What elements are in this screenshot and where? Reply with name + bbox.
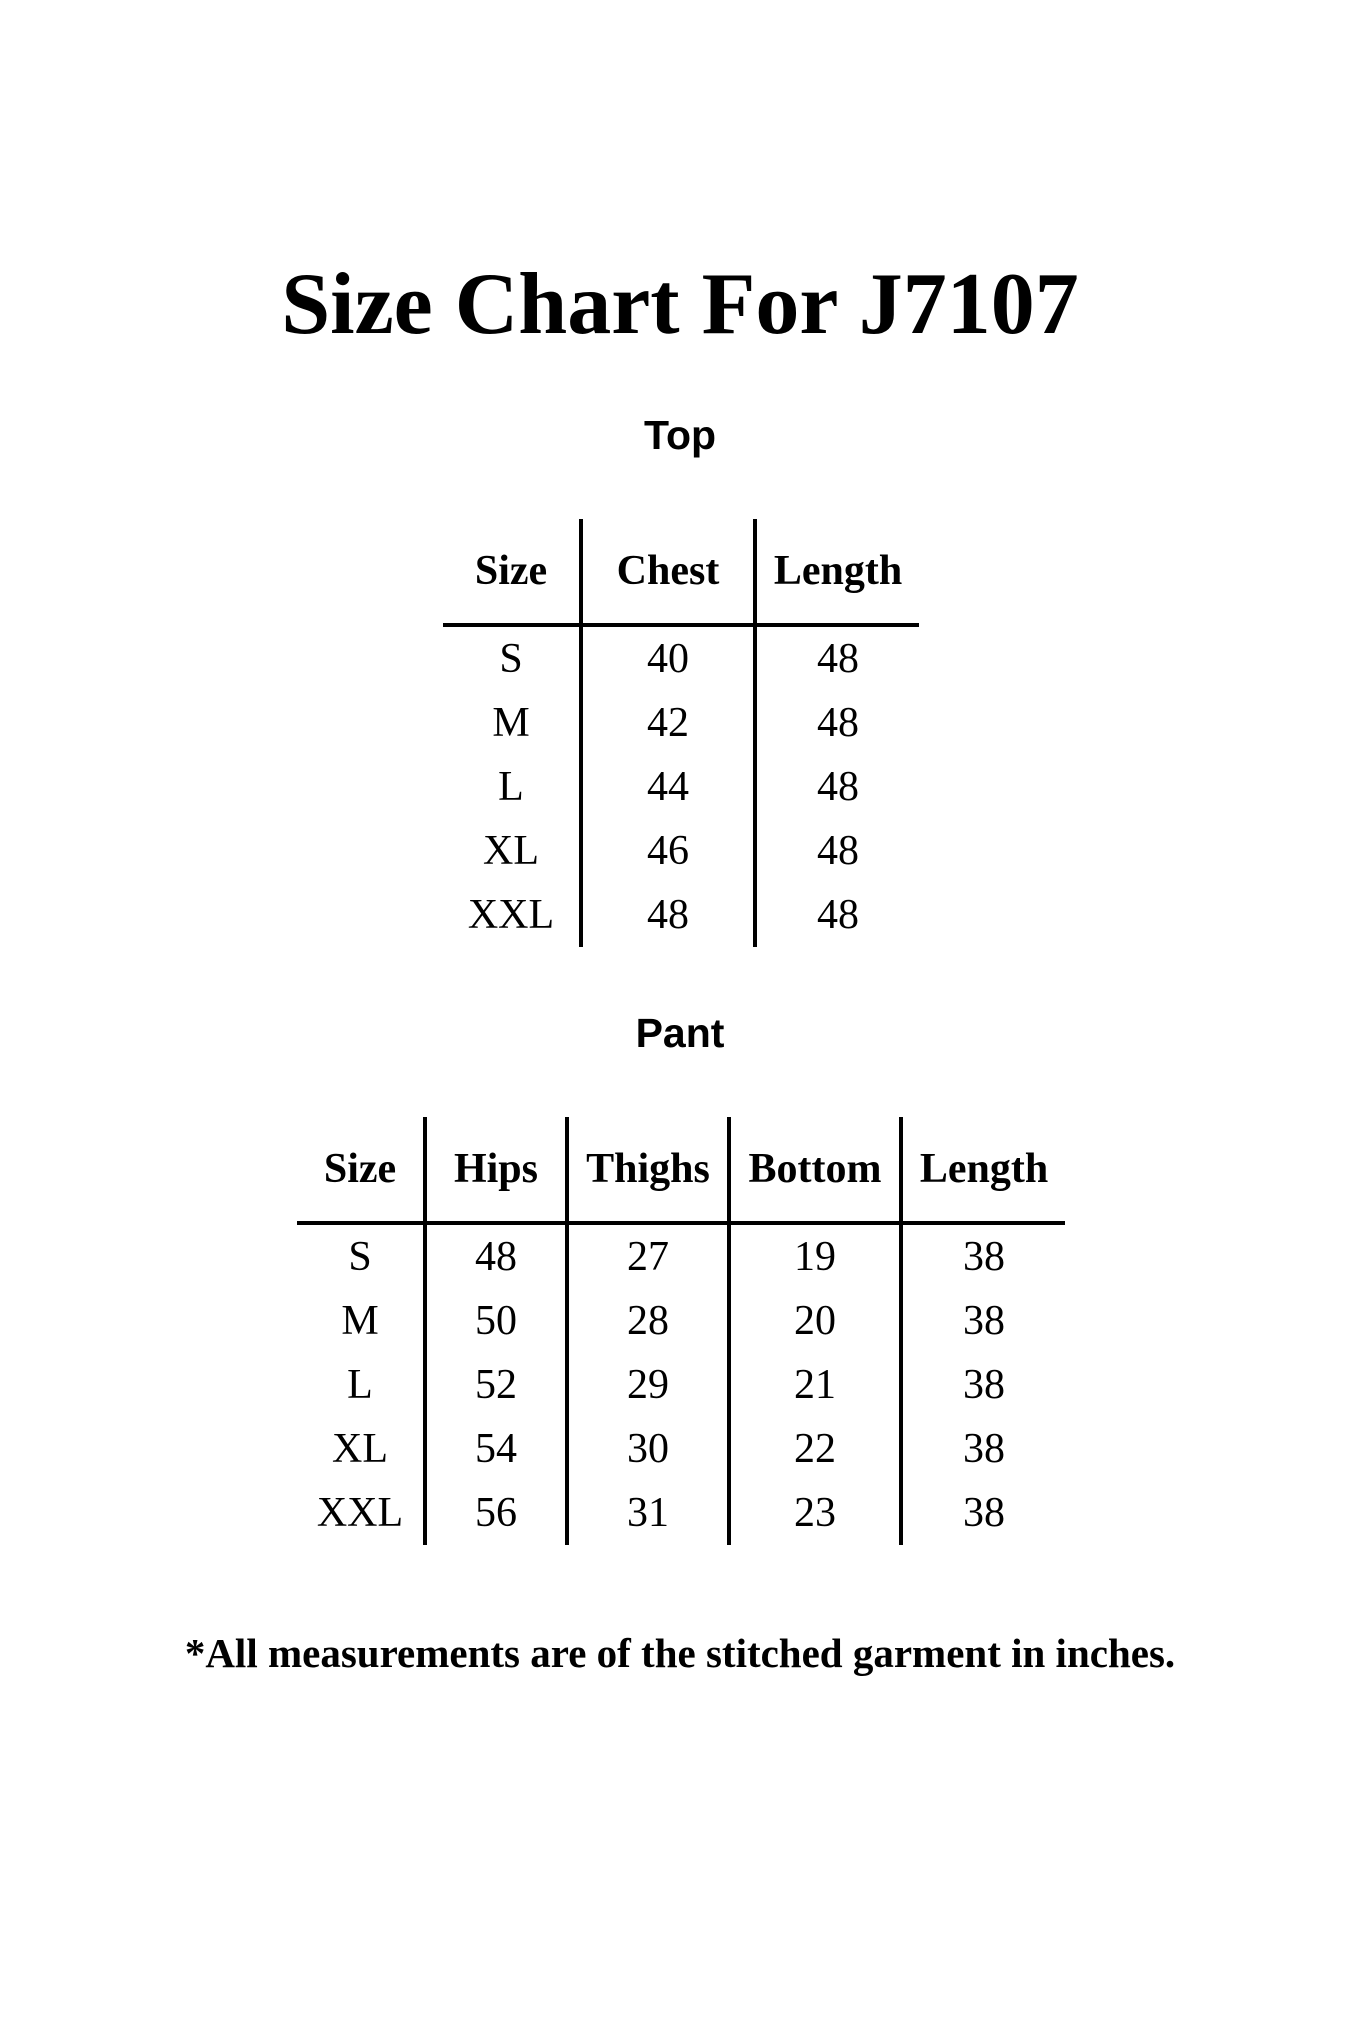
table-cell: 38 — [901, 1353, 1065, 1417]
table-cell: 38 — [901, 1417, 1065, 1481]
table-cell: 31 — [567, 1481, 729, 1545]
table-cell: 44 — [581, 755, 755, 819]
table-cell: S — [348, 1234, 372, 1280]
page-title: Size Chart For J7107 — [281, 256, 1079, 353]
table-cell: 21 — [729, 1353, 901, 1417]
column-header-length: Length — [755, 519, 919, 625]
table-cell: 19 — [729, 1223, 901, 1289]
table-cell: 48 — [755, 755, 919, 819]
table-cell: 38 — [901, 1223, 1065, 1289]
table-cell: L — [347, 1362, 373, 1408]
table-cell: L — [498, 764, 524, 810]
pant-section-heading: Pant — [635, 1010, 725, 1056]
top-size-table — [443, 519, 919, 947]
top-section-heading: Top — [643, 412, 717, 458]
column-header-size: Size — [297, 1117, 425, 1223]
table-header-row — [443, 519, 919, 625]
table-row — [297, 1353, 1065, 1417]
table-row — [443, 819, 919, 883]
table-cell: 48 — [755, 819, 919, 883]
column-header-size: Size — [443, 519, 581, 625]
table-row — [297, 1289, 1065, 1353]
table-cell: 20 — [729, 1289, 901, 1353]
table-cell: 29 — [567, 1353, 729, 1417]
table-cell: 40 — [581, 625, 755, 691]
table-cell: M — [492, 700, 530, 746]
table-cell: XXL — [316, 1490, 404, 1536]
table-cell: 52 — [425, 1353, 567, 1417]
table-cell: XXL — [467, 892, 555, 938]
column-header-chest: Chest — [581, 519, 755, 625]
table-cell: 56 — [425, 1481, 567, 1545]
table-cell: 48 — [755, 691, 919, 755]
table-cell: 28 — [567, 1289, 729, 1353]
table-row — [297, 1481, 1065, 1545]
table-cell: 48 — [425, 1223, 567, 1289]
column-header-bottom: Bottom — [729, 1117, 901, 1223]
table-cell: XL — [483, 828, 539, 874]
table-row — [443, 625, 919, 691]
table-cell: 46 — [581, 819, 755, 883]
table-cell: S — [499, 636, 523, 682]
table-cell: M — [341, 1298, 379, 1344]
column-header-thighs: Thighs — [567, 1117, 729, 1223]
table-cell: 27 — [567, 1223, 729, 1289]
table-cell: XL — [332, 1426, 388, 1472]
table-cell: 50 — [425, 1289, 567, 1353]
table-cell: 22 — [729, 1417, 901, 1481]
table-row — [443, 755, 919, 819]
table-cell: 38 — [901, 1481, 1065, 1545]
column-header-length: Length — [901, 1117, 1065, 1223]
pant-size-table — [297, 1117, 1065, 1545]
table-cell: 48 — [755, 883, 919, 947]
table-header-row — [297, 1117, 1065, 1223]
table-cell: 48 — [755, 625, 919, 691]
table-row — [297, 1223, 1065, 1289]
table-cell: 38 — [901, 1289, 1065, 1353]
table-cell: 54 — [425, 1417, 567, 1481]
measurement-footnote: *All measurements are of the stitched garment in inches. — [184, 1630, 1176, 1676]
table-row — [443, 883, 919, 947]
table-cell: 42 — [581, 691, 755, 755]
table-cell: 48 — [581, 883, 755, 947]
table-cell: 30 — [567, 1417, 729, 1481]
column-header-hips: Hips — [425, 1117, 567, 1223]
table-row — [443, 691, 919, 755]
table-cell: 23 — [729, 1481, 901, 1545]
table-row — [297, 1417, 1065, 1481]
